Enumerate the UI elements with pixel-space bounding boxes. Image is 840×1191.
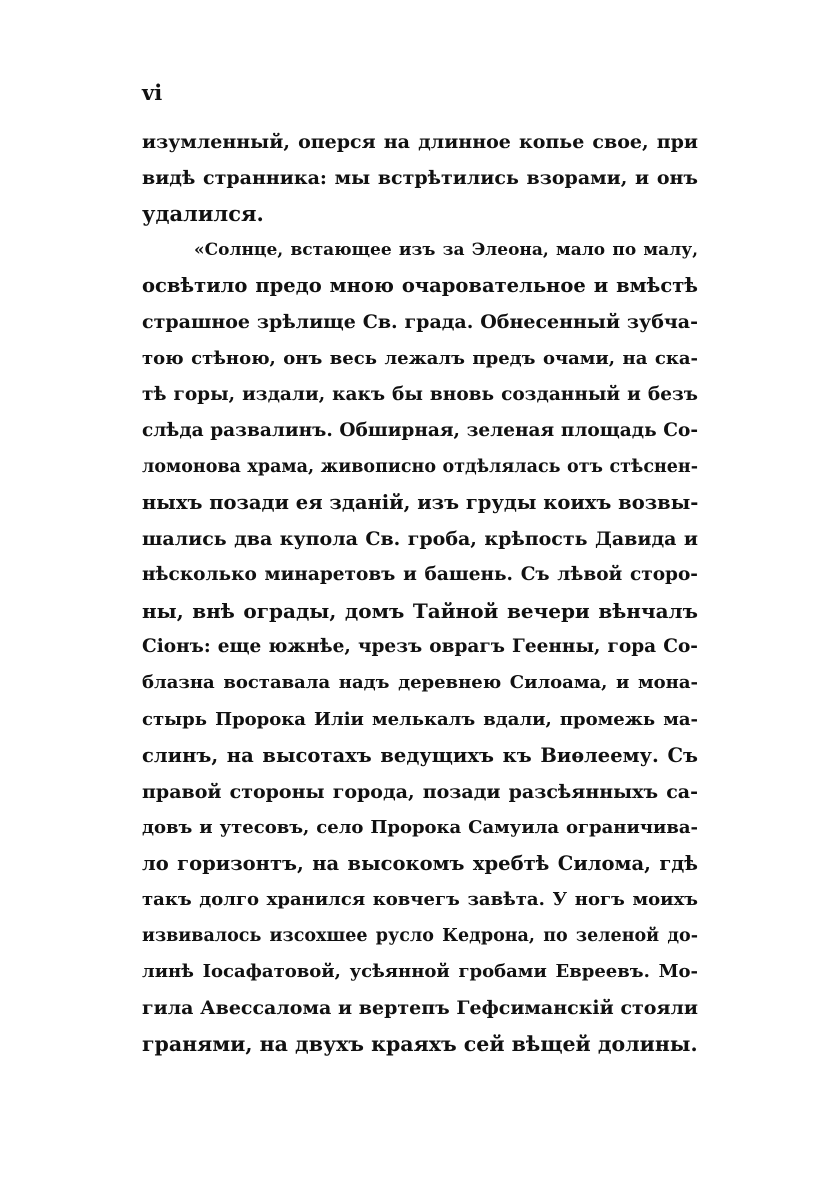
text-line: ныхъ позади ея зданій, изъ груды коихъ возвы- (142, 490, 698, 514)
text-line: освѣтило предо мною очаровательное и вмѣстѣ (142, 274, 698, 298)
text-line: шались два купола Св. гроба, крѣпость Давида и (142, 528, 698, 551)
text-line: Сіонъ: еще южнѣе, чрезъ оврагъ Геенны, гора Со- (142, 636, 698, 658)
text-line: нѣсколько минаретовъ и башень. Съ лѣвой сторо- (142, 564, 698, 586)
text-line: видѣ странника: мы встрѣтились взорами, и онъ (142, 167, 698, 190)
text-line: «Солнце, встающее изъ за Элеона, мало по малу, (194, 240, 698, 261)
text-line: тою стѣною, онъ весь лежалъ предъ очами, на ска- (142, 347, 698, 369)
text-line: ло горизонтъ, на высокомъ хребтѣ Силома, гдѣ (142, 851, 698, 875)
text-line: ны, внѣ ограды, домъ Тайной вечери вѣнчалъ (142, 599, 698, 624)
text-line: ломонова храма, живописно отдѣлялась отъ стѣснен- (142, 456, 698, 477)
text-line: блазна воставала надъ деревнею Силоама, и мона- (142, 672, 698, 694)
text-line: довъ и утесовъ, село Пророка Самуила ограничива- (142, 816, 698, 838)
body-text (142, 124, 698, 1062)
text-line: извивалось изсохшее русло Кедрона, по зеленой до- (142, 926, 698, 947)
text-line: страшное зрѣлище Св. града. Обнесенный зубча- (142, 311, 698, 334)
text-line: правой стороны города, позади разсѣянныхъ са- (142, 780, 698, 803)
page-number: vi (142, 80, 163, 105)
text-line: гранями, на двухъ краяхъ сей вѣщей долины. (142, 1032, 698, 1057)
text-line: удалился. (142, 201, 264, 227)
text-line: слинъ, на высотахъ ведущихъ къ Виѳлеему. Съ (142, 743, 698, 767)
text-line: слѣда развалинъ. Обширная, зеленая площадь Со- (142, 419, 698, 441)
text-line: такъ долго хранился ковчегъ завѣта. У ногъ моихъ (142, 888, 698, 910)
text-line: стырь Пророка Иліи мелькалъ вдали, промежь ма- (142, 708, 698, 730)
text-line: линѣ Іосафатовой, усѣянной гробами Евреевъ. Мо- (142, 961, 698, 983)
text-line: гила Авессалома и вертепъ Гефсиманскій стояли (142, 997, 698, 1020)
text-line: тѣ горы, издали, какъ бы вновь созданный и безъ (142, 383, 698, 405)
text-line: изумленный, оперся на длинное копье свое, при (142, 131, 698, 153)
